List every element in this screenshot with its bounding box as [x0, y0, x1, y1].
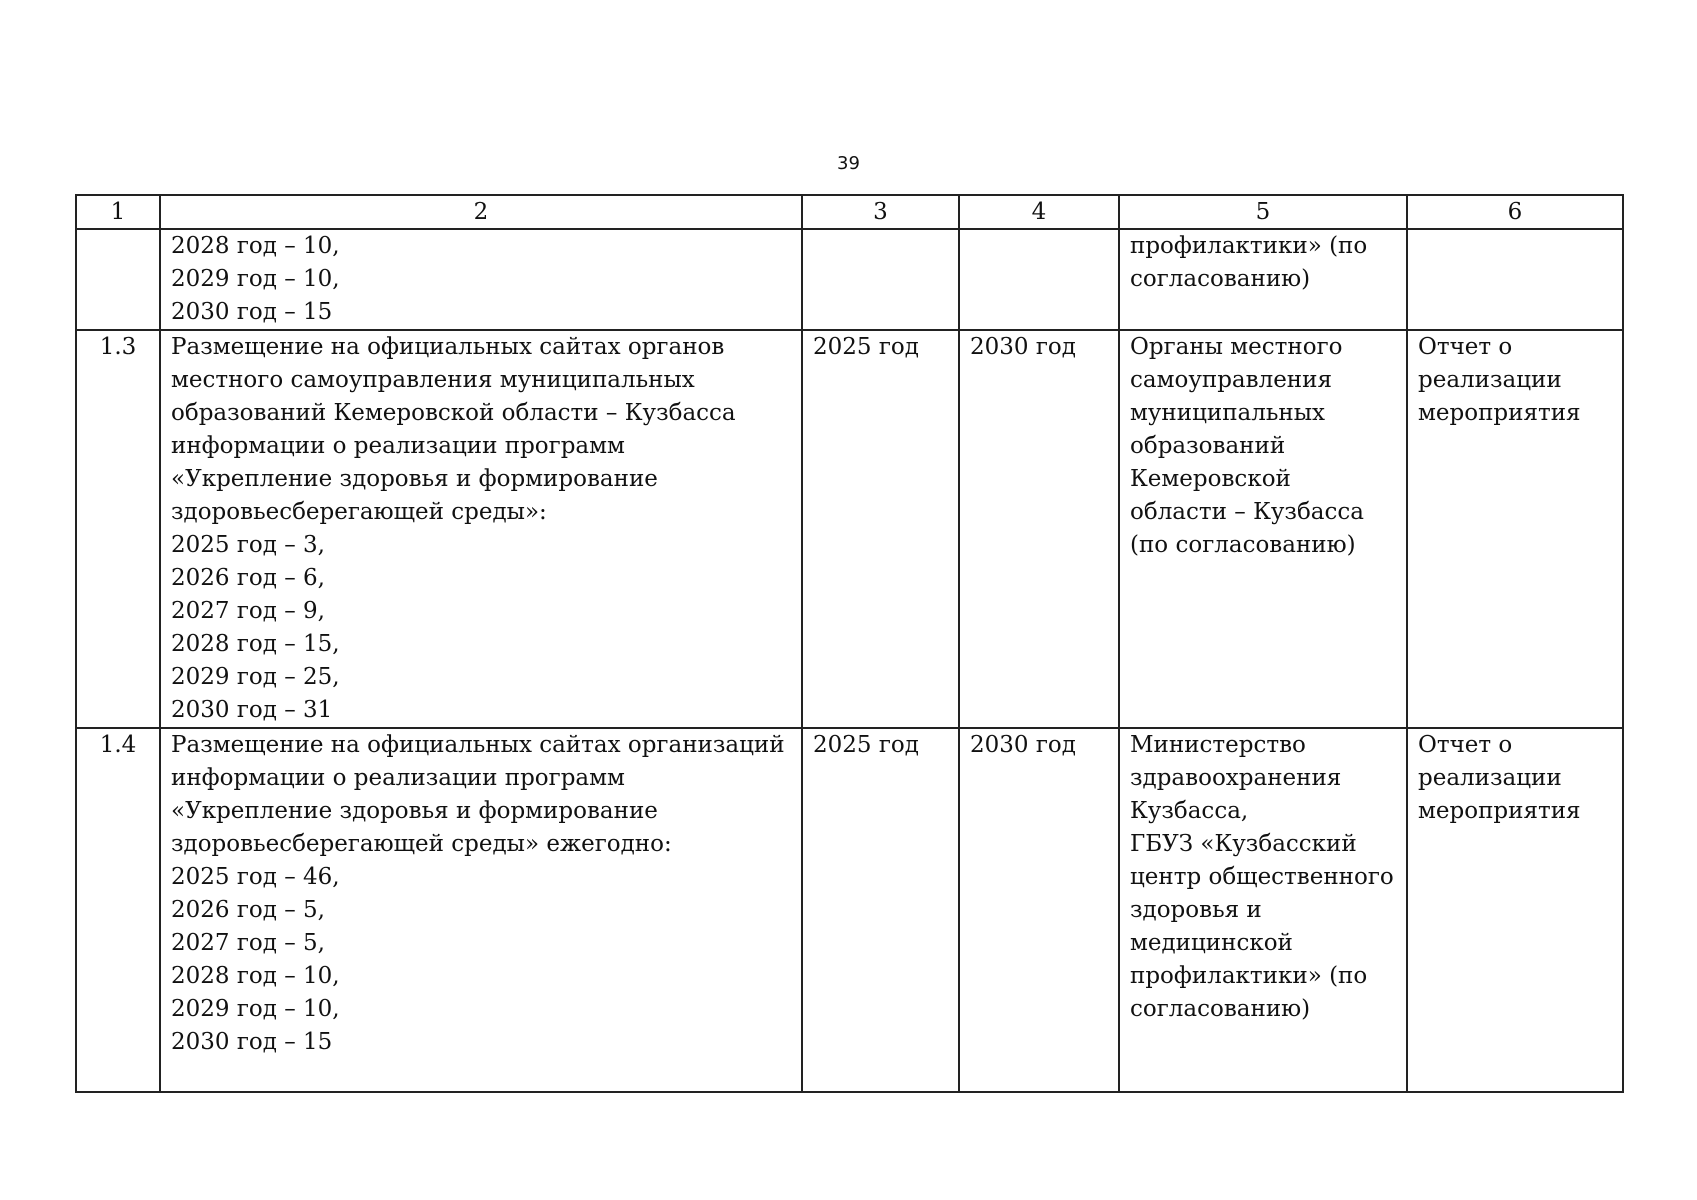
header-col-3: 3 [802, 195, 959, 229]
cell-line: мероприятия [1418, 798, 1581, 824]
cell-line: «Укрепление здоровья и формирование [171, 798, 658, 824]
cell-line: «Укрепление здоровья и формирование [171, 466, 658, 492]
cell-line: Кемеровской [1130, 466, 1291, 492]
cell-line: согласованию) [1130, 266, 1311, 292]
cell-line: самоуправления [1130, 367, 1332, 393]
cell-line: 2029 год – 10, [171, 266, 340, 292]
cell-line: 2025 год – 3, [171, 532, 325, 558]
measures-table [75, 194, 1624, 1093]
cell-line: образований Кемеровской области – Кузбасса [171, 400, 736, 426]
activity-cell [160, 330, 802, 728]
cell-line: 2029 год – 25, [171, 664, 340, 690]
responsible-cell [1119, 229, 1407, 330]
table-row-1-3 [76, 330, 1623, 728]
end-cell: 2030 год [959, 728, 1119, 1092]
cell-line: Кузбасса, [1130, 798, 1249, 824]
cell-line: 2027 год – 5, [171, 930, 325, 956]
cell-line: 2030 год – 15 [171, 1029, 333, 1055]
row-number [76, 229, 160, 330]
cell-line: ГБУЗ «Кузбасский [1130, 831, 1357, 857]
cell-line: 2029 год – 10, [171, 996, 340, 1022]
cell-line: (по согласованию) [1130, 532, 1356, 558]
cell-line: здравоохранения [1130, 765, 1342, 791]
cell-line: информации о реализации программ [171, 433, 625, 459]
header-col-2: 2 [160, 195, 802, 229]
cell-line: реализации [1418, 367, 1562, 393]
row-number: 1.4 [76, 728, 160, 1092]
header-col-1: 1 [76, 195, 160, 229]
cell-line: 2030 год – 15 [171, 299, 333, 325]
row-number: 1.3 [76, 330, 160, 728]
cell-line: здоровья и [1130, 897, 1262, 923]
header-col-6: 6 [1407, 195, 1623, 229]
header-col-5: 5 [1119, 195, 1407, 229]
activity-cell [160, 728, 802, 1092]
start-cell: 2025 год [802, 728, 959, 1092]
result-cell [1407, 330, 1623, 728]
cell-line: области – Кузбасса [1130, 499, 1364, 525]
header-col-4: 4 [959, 195, 1119, 229]
cell-line: 2028 год – 15, [171, 631, 340, 657]
result-cell [1407, 728, 1623, 1092]
cell-line: муниципальных [1130, 400, 1325, 426]
start-cell: 2025 год [802, 330, 959, 728]
end-cell [959, 229, 1119, 330]
cell-line: Министерство [1130, 732, 1306, 758]
cell-line: 2028 год – 10, [171, 233, 340, 259]
cell-line: образований [1130, 433, 1286, 459]
page-number: 39 [837, 153, 860, 174]
cell-line: информации о реализации программ [171, 765, 625, 791]
cell-line: 2027 год – 9, [171, 598, 325, 624]
responsible-cell [1119, 728, 1407, 1092]
start-cell [802, 229, 959, 330]
table-row-continuation [76, 229, 1623, 330]
cell-line: Отчет о [1418, 334, 1513, 360]
cell-line: 2028 год – 10, [171, 963, 340, 989]
cell-line: Отчет о [1418, 732, 1513, 758]
cell-line: центр общественного [1130, 864, 1394, 890]
activity-cell [160, 229, 802, 330]
table-header-row [76, 195, 1623, 229]
end-cell: 2030 год [959, 330, 1119, 728]
table-row-1-4 [76, 728, 1623, 1092]
cell-line: реализации [1418, 765, 1562, 791]
cell-line: местного самоуправления муниципальных [171, 367, 695, 393]
cell-line: Органы местного [1130, 334, 1343, 360]
cell-line: медицинской [1130, 930, 1293, 956]
cell-line: 2030 год – 31 [171, 697, 333, 723]
cell-line: мероприятия [1418, 400, 1581, 426]
cell-line: профилактики» (по [1130, 963, 1368, 989]
cell-line: согласованию) [1130, 996, 1311, 1022]
result-cell [1407, 229, 1623, 330]
cell-line: Размещение на официальных сайтах организаций [171, 732, 785, 758]
cell-line: здоровьесберегающей среды»: [171, 499, 547, 525]
cell-line: профилактики» (по [1130, 233, 1368, 259]
cell-line: Размещение на официальных сайтах органов [171, 334, 725, 360]
cell-line: 2025 год – 46, [171, 864, 340, 890]
cell-line: 2026 год – 6, [171, 565, 325, 591]
responsible-cell [1119, 330, 1407, 728]
cell-line: здоровьесберегающей среды» ежегодно: [171, 831, 672, 857]
cell-line: 2026 год – 5, [171, 897, 325, 923]
